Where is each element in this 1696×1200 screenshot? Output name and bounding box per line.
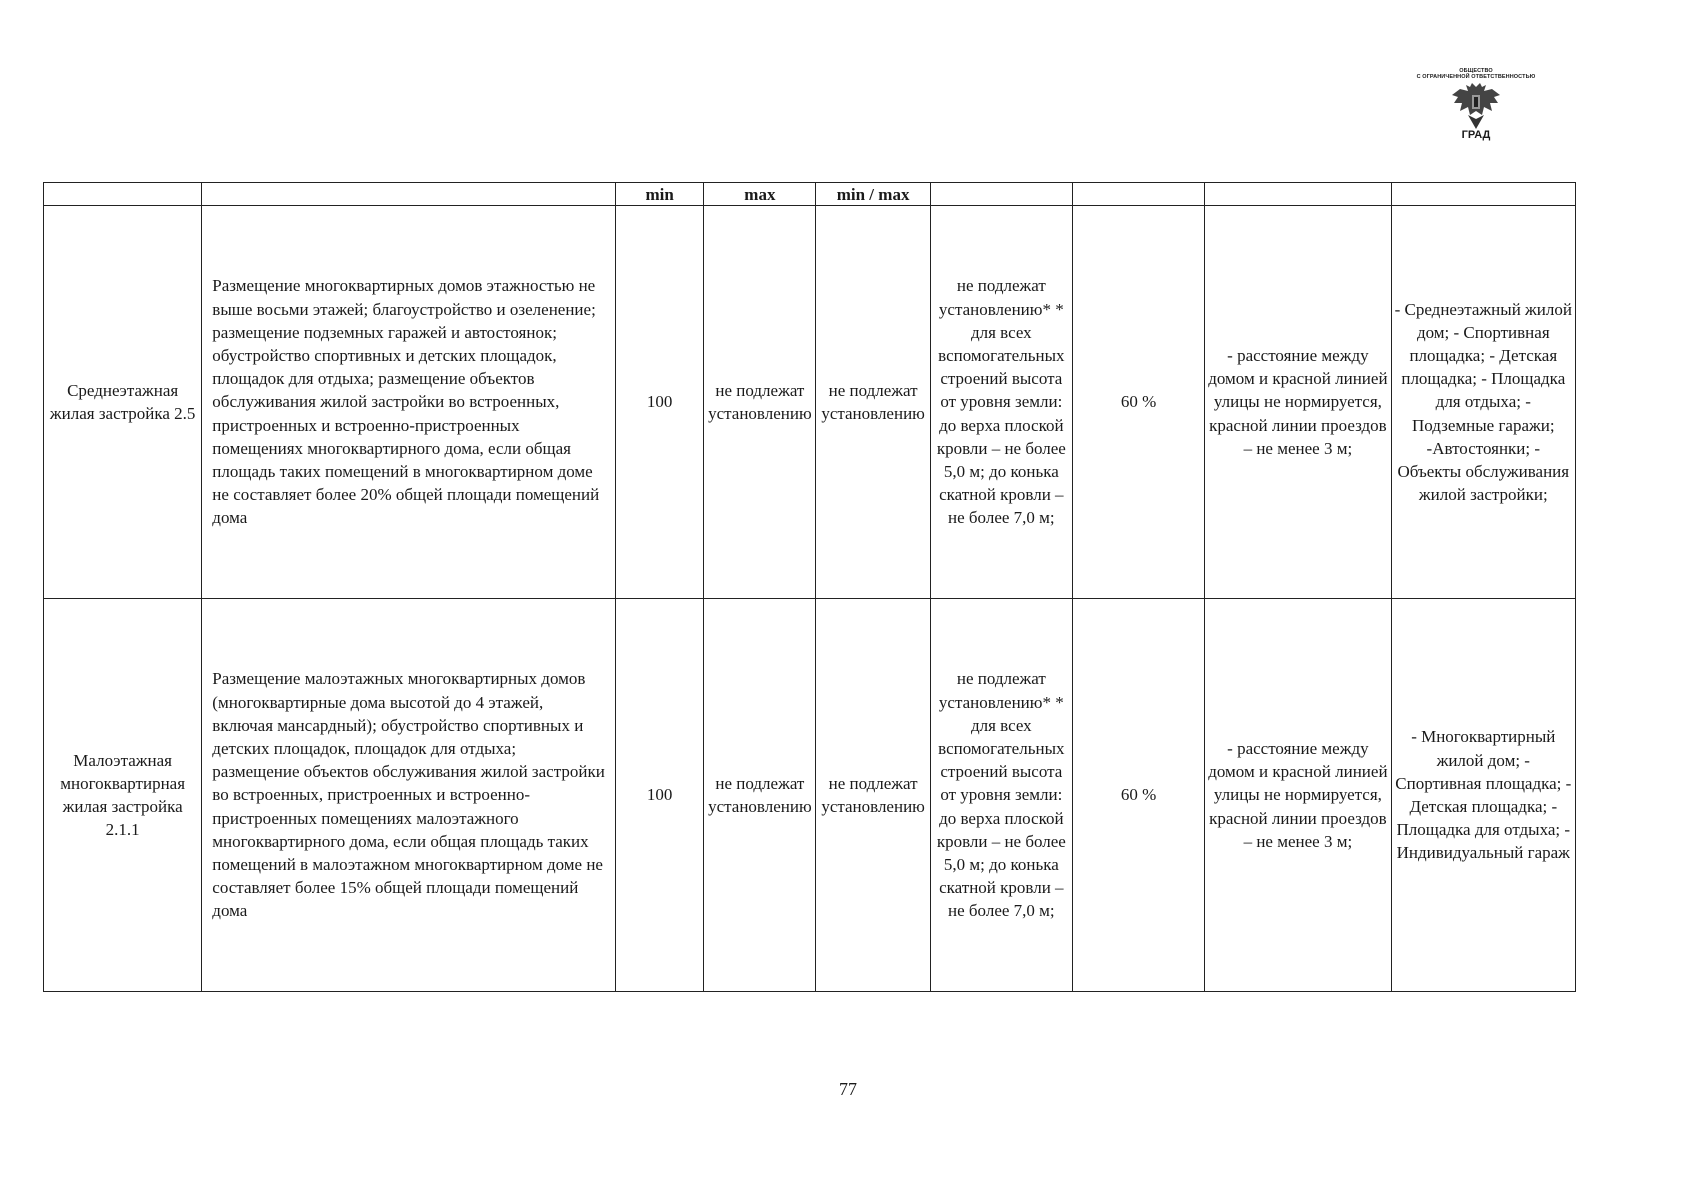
header-max: max <box>704 183 816 206</box>
row-objects: - Многоквартирный жилой дом; - Спортивная площадка; - Детская площадка; - Площадка для отдыха; - Индивидуальный гараж <box>1391 599 1575 992</box>
row-height: не подлежат установлению* * для всех вспомогательных строений высота от уровня земли: до верха плоской кровли – не более 5,0 м; до конька скатной кровли – не более 7,0 м; <box>930 599 1072 992</box>
row-percent: 60 % <box>1072 599 1204 992</box>
row-min-max: не подлежат установлению <box>816 599 930 992</box>
header-cell <box>1072 183 1204 206</box>
table-row <box>44 206 1576 599</box>
header-cell <box>1391 183 1575 206</box>
row-description: Размещение многоквартирных домов этажностью не выше восьми этажей; благоустройство и озеленение; размещение подземных гаражей и автостоянок; обустройство спортивных и детских площадок, площадок для отдыха; размещение объектов обслуживания жилой застройки во встроенных, пристроенных и встроенно-пристроенных помещениях многоквартирного дома, если общая площадь таких помещений в многоквартирном доме не составляет более 20% общей площади помещений дома <box>202 206 616 599</box>
row-min-max: не подлежат установлению <box>816 206 930 599</box>
row-percent: 60 % <box>1072 206 1204 599</box>
row-name: Среднеэтажная жилая застройка 2.5 <box>44 206 202 599</box>
header-cell <box>44 183 202 206</box>
page-number: 77 <box>839 1079 857 1099</box>
eagle-emblem-icon <box>1448 81 1504 131</box>
logo-line-2: С ОГРАНИЧЕННОЙ ОТВЕТСТВЕННОСТЬЮ <box>1416 74 1536 80</box>
header-min: min <box>616 183 704 206</box>
row-objects: - Среднеэтажный жилой дом; - Спортивная площадка; - Детская площадка; - Площадка для отдыха; - Подземные гаражи; -Автостоянки; - Объекты обслуживания жилой застройки; <box>1391 206 1575 599</box>
row-max: не подлежат установлению <box>704 599 816 992</box>
row-description: Размещение малоэтажных многоквартирных домов (многоквартирные дома высотой до 4 этажей, включая мансардный); обустройство спортивных и детских площадок, площадок для отдыха; размещение объектов обслуживания жилой застройки во встроенных, пристроенных и встроенно-пристроенных помещениях малоэтажного многоквартирного дома, если общая площадь таких помещений в малоэтажном многоквартирном доме не составляет более 15% общей площади помещений дома <box>202 599 616 992</box>
row-distance: - расстояние между домом и красной линией улицы не нормируется, красной линии проездов – не менее 3 м; <box>1205 599 1391 992</box>
logo-name: ГРАД <box>1461 129 1491 141</box>
header-cell <box>930 183 1072 206</box>
row-name: Малоэтажная многоквартирная жилая застройка 2.1.1 <box>44 599 202 992</box>
row-min: 100 <box>616 599 704 992</box>
company-logo <box>1392 68 1560 152</box>
header-min-max: min / max <box>816 183 930 206</box>
header-cell <box>202 183 616 206</box>
regulation-table <box>43 182 1576 992</box>
row-min: 100 <box>616 206 704 599</box>
header-cell <box>1205 183 1391 206</box>
table-header-row <box>44 183 1576 206</box>
row-distance: - расстояние между домом и красной линией улицы не нормируется, красной линии проездов – не менее 3 м; <box>1205 206 1391 599</box>
row-height: не подлежат установлению* * для всех вспомогательных строений высота от уровня земли: до верха плоской кровли – не более 5,0 м; до конька скатной кровли – не более 7,0 м; <box>930 206 1072 599</box>
logo-line-1: ОБЩЕСТВО <box>1459 68 1493 74</box>
row-max: не подлежат установлению <box>704 206 816 599</box>
table-row <box>44 599 1576 992</box>
